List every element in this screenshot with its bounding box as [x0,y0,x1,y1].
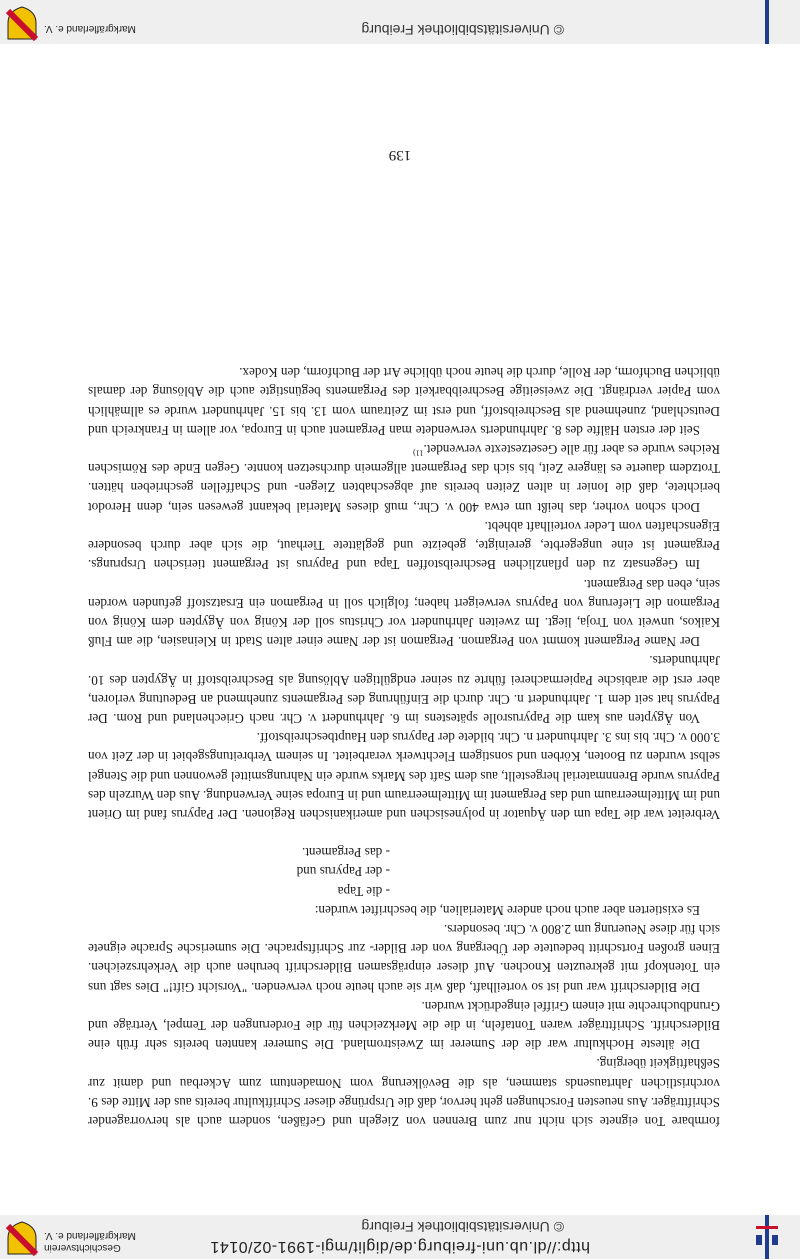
university-logo-icon [754,1215,780,1259]
organization-name [44,1229,174,1253]
paragraph: Es existierten aber auch noch andere Materialien, die beschriftet wurden: [314,902,700,918]
page-number: 139 [388,147,412,163]
source-url[interactable]: http://dl.ub.uni-freiburg.de/diglit/mgi-1991-02/0141 [210,1238,590,1255]
org-line-2: Markgräflerland e. V. [44,1230,136,1241]
footnote-ref: 11) [413,448,424,458]
footer-org: Markgräflerland e. V. [44,23,136,34]
list-item: - die Tapa [337,883,390,899]
paragraph: Verbreitet war die Tapa um den Äquator in polynesischen und amerikanischen Regionen. Der Papyrus fand im Orient und im Mittelmeerraum und das Pergament im Mittelmeerraum und in Europa seine Verwendung. Aus den Wurzeln des Papyrus wurde Brennmaterial hergestellt, aus dem Saft des Marks wurde ein Nahrungsmittel gewonnen und die Stengel selbst wurden zu Booten, Körben und sonstigem Flechtwerk verarbeitet. In seinem Verbreitungsgebiet in der Zeit von 3.000 v. Chr. bis ins 3. Jahrhundert n. Chr. bildete der Papyrus den Hauptbeschreibstoff. [88,730,720,822]
university-logo-icon [754,0,780,44]
coat-of-arms-icon [6,5,38,41]
list-item: - der Papyrus und [296,864,390,880]
paragraph-text: Doch schon vorher, das heißt um etwa 400 v. Chr., muß dieses Material bekannt gewesen sein, denn Herodot berichtete, daß die Ionier in alten Zeiten bereits auf abgeschabten Ziegen- und Schaffellen geschrieben hätten. Trotzdem dauerte es längere Zeit, bis sich das Pergament allgemein durchsetzen konnte. Gegen Ende des Römischen Reiches wurde es aber für alle Gesetzestexte verwendet. [88,442,720,515]
paragraph: Der Name Pergament kommt von Pergamon. Pergamon ist der Name einer alten Stadt in Kleinasien, die am Fluß Kaikos, unweit von Troja, liegt. Im zweiten Jahrhundert vor Christus soll der König von Ägypten dem König von Pergamon die Lieferung von Papyrus verweigert haben; folglich soll in Pergamon ein Ersatzstoff gefunden worden sein, eben das Pergament. [88,576,720,650]
copyright-credit: © Universitätsbibliothek Freiburg [361,1219,564,1235]
list-item: - das Pergament. [301,845,390,861]
org-line-1: Geschichtsverein [44,1242,121,1253]
paragraph: formbare Ton eignete sich nicht nur zum Brennen von Ziegeln und Gefäßen, sondern auch als hervorragender Schriftträger. Aus neuesten Forschungen geht hervor, daß die Ursprünge dieser Schriftkultur bereits aus der Mitte des 9. vorchristlichen Jahrtausends stammen, als die Bevölkerung vom Nomadentum zum Ackerbau und damit zur Seßhaftigkeit überging. [88,1056,720,1129]
paragraph: Im Gegensatz zu den pflanzlichen Beschreibstoffen Tapa und Papyrus ist Pergament tierischen Ursprungs. Pergament ist eine ungegerbte, gereinigte, gebeizte und geglättete Tierhaut, die sich aber durch besondere Eigenschaften vom Leder vorteilhaft abhebt. [88,518,720,573]
header-bar [0,1215,800,1259]
paragraph: Die älteste Hochkultur war die der Sumerer im Zweistromland. Die Sumerer kannten bereits sehr früh eine Bilderschrift. Schriftträger waren Tontafeln, in die die Merkzeichen für die Forderungen der Tempel, Verträge und Grundbuchrechte mit einem Griffel eingedrückt wurden. [88,998,720,1053]
article-body [88,363,720,1131]
paragraph: Von Ägypten aus kam die Papyrusrolle spätestens im 6. Jahrhundert v. Chr. nach Griechenland und Rom. Der Papyrus hat seit dem 1. Jahrhundert n. Chr. durch die Einführung des Pergaments zunehmend an Bedeutung verloren, aber erst die arabische Papiermacherei führte zu seiner endgültigen Ablösung als Beschreibstoff in Ägypten des 10. Jahrhunderts. [88,653,720,726]
paragraph: Seit der ersten Hälfte des 8. Jahrhunderts verwendete man Pergament auch in Europa, vor allem in Frankreich und Deutschland, zunehmend als Beschreibstoff, und erst im Zeitraum vom 13. bis 15. Jahrhundert wurde es allmählich vom Papier verdrängt. Die zweiseitige Beschreibbarkeit des Pergaments begünstigte auch die Ablösung der damals üblichen Buchform, der Rolle, durch die heute noch übliche Art der Buchform, den Kodex. [88,365,720,438]
footer-credit: © Universitätsbibliothek Freiburg [361,22,564,38]
paragraph: Die Bilderschrift war und ist so vorteilhaft, daß wir sie auch heute noch verwenden. "Vorsicht Gift!" Dies sagt uns ein Totenkopf mit gekreuzten Knochen. Auf dieser einprägsamen Bilderschrift beruhen auch die Verkehrszeichen. Einen großen Fortschritt bedeutete der Übergang von der Bilder- zur Schriftsprache. Die sumerische Sprache eignete sich für diese Neuerung um 2.800 v. Chr. besonders. [88,921,720,995]
paragraph [88,440,720,517]
coat-of-arms-icon [6,1220,38,1256]
footer-bar [0,0,800,44]
